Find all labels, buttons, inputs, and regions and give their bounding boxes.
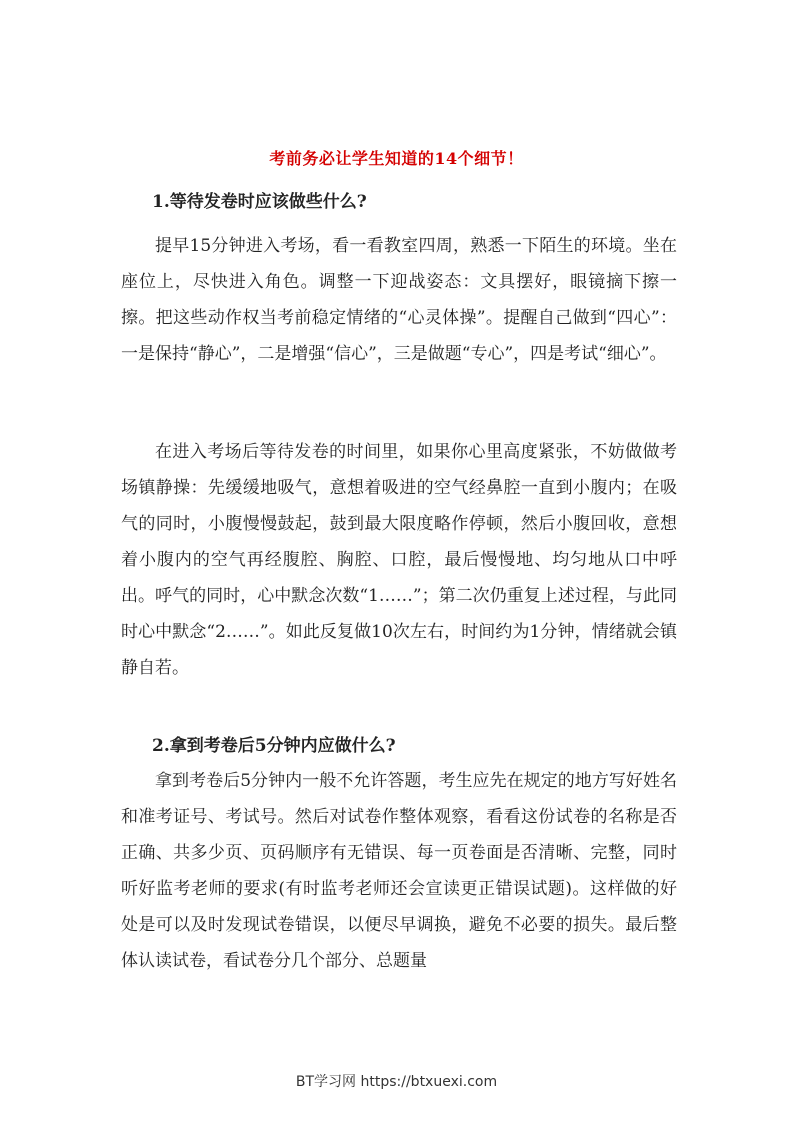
paragraph: 拿到考卷后5分钟内一般不允许答题，考生应先在规定的地方写好姓名和准考证号、考试号。然后对试卷作整体观察，看看这份试卷的名称是否正确、共多少页、页码顺序有无错误、每一页卷面是否清晰、完整，同时听好监考老师的要求(有时监考老师还会宣读更正错误试题)。这样做的好处是可以及时发现试卷错误，以便尽早调换，避免不必要的损失。最后整体认读试卷，看试卷分几个部分、总题量: [121, 771, 677, 971]
document-title: 考前务必让学生知道的14个细节！: [269, 149, 524, 168]
section-heading-1: 1.等待发卷时应该做些什么?: [152, 192, 367, 212]
paragraph: 在进入考场后等待发卷的时间里，如果你心里高度紧张，不妨做做考场镇静操：先缓缓地吸气，意想着吸进的空气经鼻腔一直到小腹内；在吸气的同时，小腹慢慢鼓起，鼓到最大限度略作停顿，然后小腹回收，意想着小腹内的空气再经腹腔、胸腔、口腔，最后慢慢地、均匀地从口中呼出。呼气的同时，心中默念次数“1……”；第二次仍重复上述过程，与此同时心中默念“2……”。如此反复做10次左右，时间约为1分钟，情绪就会镇静自若。: [121, 442, 677, 678]
paragraph: 提早15分钟进入考场，看一看教室四周，熟悉一下陌生的环境。坐在座位上，尽快进入角色。调整一下迎战姿态：文具摆好，眼镜摘下擦一擦。把这些动作权当考前稳定情绪的“心灵体操”。提醒自己做到“四心”：一是保持“静心”，二是增强“信心”，三是做题“专心”，四是考试“细心”。: [121, 236, 677, 364]
section-heading-2: 2.拿到考卷后5分钟内应做什么?: [152, 736, 396, 756]
footer-watermark: BT学习网 https://btxuexi.com: [295, 1074, 498, 1090]
